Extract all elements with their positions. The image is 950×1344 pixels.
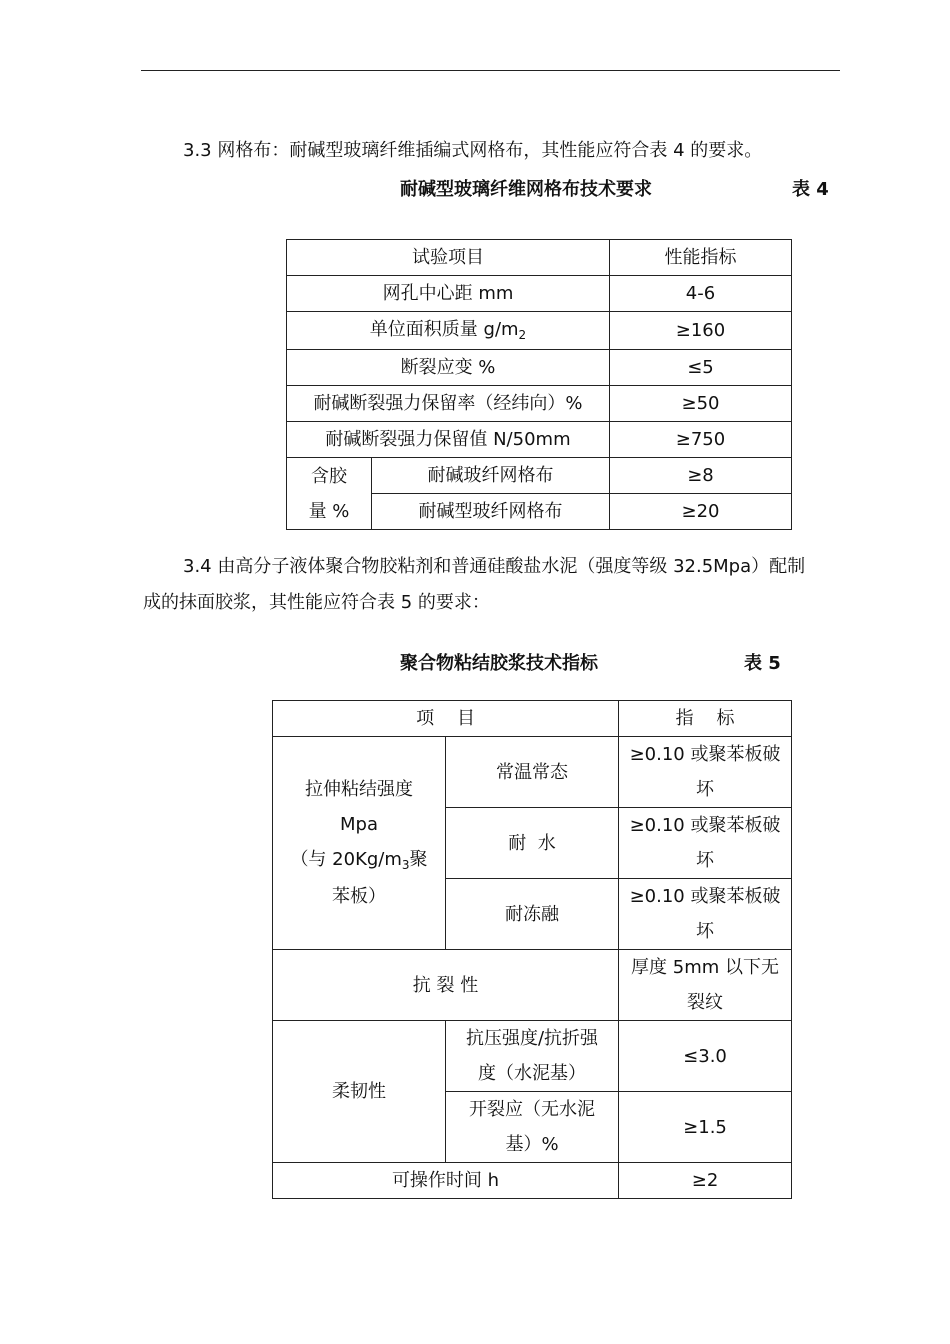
value-line1: ≥0.10 或聚苯板破 <box>629 744 781 765</box>
unit-text: 单位面积质量 g/m <box>369 319 519 340</box>
table-cell: 常温常态 <box>446 737 619 808</box>
tensile-label-l2: Mpa <box>340 814 378 835</box>
table5-header-value: 指 标 <box>619 701 792 737</box>
value-line1: ≥0.10 或聚苯板破 <box>629 886 781 907</box>
table-row <box>287 350 792 386</box>
table-row <box>273 701 792 737</box>
table-cell: 耐 水 <box>446 808 619 879</box>
crack-label: 抗 裂 性 <box>273 950 619 1021</box>
table4 <box>286 239 792 530</box>
table-cell: ≤5 <box>610 350 792 386</box>
table4-caption: 耐碱型玻璃纤维网格布技术要求 <box>400 179 652 200</box>
value-line2: 坏 <box>696 850 715 871</box>
table-cell: ≥160 <box>610 312 792 350</box>
table-cell: 耐碱断裂强力保留值 N/50mm <box>287 422 610 458</box>
table-cell: ≥1.5 <box>619 1092 792 1163</box>
table-row <box>287 312 792 350</box>
tensile-label-l3b: 聚 <box>409 849 428 870</box>
item-line1: 抗压强度/抗折强 <box>465 1028 599 1049</box>
table4-number: 表 4 <box>792 179 829 200</box>
table-cell: ≥750 <box>610 422 792 458</box>
item-line2: 基）% <box>505 1134 559 1155</box>
table-cell <box>446 1021 619 1092</box>
paragraph-3-4-line1: 3.4 由高分子液体聚合物胶粘剂和普通硅酸盐水泥（强度等级 32.5Mpa）配制 <box>183 556 806 577</box>
table5-caption: 聚合物粘结胶浆技术指标 <box>400 653 598 674</box>
table-cell: 4-6 <box>610 276 792 312</box>
table-row <box>287 386 792 422</box>
table-row <box>273 1021 792 1092</box>
optime-label: 可操作时间 h <box>273 1163 619 1199</box>
table-cell: ≥8 <box>610 458 792 494</box>
table-row <box>273 1163 792 1199</box>
tensile-label-l1: 拉伸粘结强度 <box>305 779 413 800</box>
table-cell <box>619 950 792 1021</box>
table5 <box>272 700 792 1199</box>
table-cell: ≥20 <box>610 494 792 530</box>
table-cell: ≥2 <box>619 1163 792 1199</box>
value-line1: ≥0.10 或聚苯板破 <box>629 815 781 836</box>
header-rule <box>141 70 840 71</box>
table-cell: 耐碱断裂强力保留率（经纬向）% <box>287 386 610 422</box>
table-cell: 网孔中心距 mm <box>287 276 610 312</box>
table-cell <box>446 1092 619 1163</box>
paragraph-3-4-line2: 成的抹面胶浆，其性能应符合表 5 的要求： <box>143 592 490 613</box>
value-line1: 厚度 5mm 以下无 <box>631 957 779 978</box>
table-cell: ≤3.0 <box>619 1021 792 1092</box>
table-cell: 耐冻融 <box>446 879 619 950</box>
item-line2: 度（水泥基） <box>478 1063 586 1084</box>
glue-group-label <box>287 458 372 530</box>
table-row <box>273 950 792 1021</box>
glue-label-line1: 含胶 <box>311 465 347 487</box>
table-cell: ≥50 <box>610 386 792 422</box>
value-line2: 坏 <box>696 779 715 800</box>
table-row <box>287 276 792 312</box>
glue-label-line2: 量 % <box>308 500 350 522</box>
table-cell: 耐碱型玻纤网格布 <box>372 494 610 530</box>
table-row <box>273 737 792 808</box>
tensile-label-l4: 苯板） <box>332 886 386 907</box>
table-row <box>287 422 792 458</box>
tensile-label-l3 <box>277 842 441 879</box>
table-cell <box>619 808 792 879</box>
table-cell <box>619 737 792 808</box>
table-cell <box>619 879 792 950</box>
table4-header-value: 性能指标 <box>610 240 792 276</box>
paragraph-3-3: 3.3 网格布：耐碱型玻璃纤维插编式网格布，其性能应符合表 4 的要求。 <box>183 140 763 161</box>
table-cell: 耐碱玻纤网格布 <box>372 458 610 494</box>
table5-header-item: 项 目 <box>273 701 619 737</box>
subscript: 3 <box>401 858 410 872</box>
table5-number: 表 5 <box>744 653 781 674</box>
table-cell <box>287 312 610 350</box>
tensile-label <box>273 737 446 950</box>
tensile-label-l3a: （与 20Kg/m <box>290 849 402 870</box>
subscript: 2 <box>518 328 527 342</box>
value-line2: 裂纹 <box>687 992 724 1013</box>
table4-header-item: 试验项目 <box>287 240 610 276</box>
table-cell: 断裂应变 % <box>287 350 610 386</box>
table-row <box>287 240 792 276</box>
flex-label: 柔韧性 <box>273 1021 446 1163</box>
item-line1: 开裂应（无水泥 <box>469 1099 595 1120</box>
value-line2: 坏 <box>696 921 715 942</box>
table-row <box>287 458 792 494</box>
